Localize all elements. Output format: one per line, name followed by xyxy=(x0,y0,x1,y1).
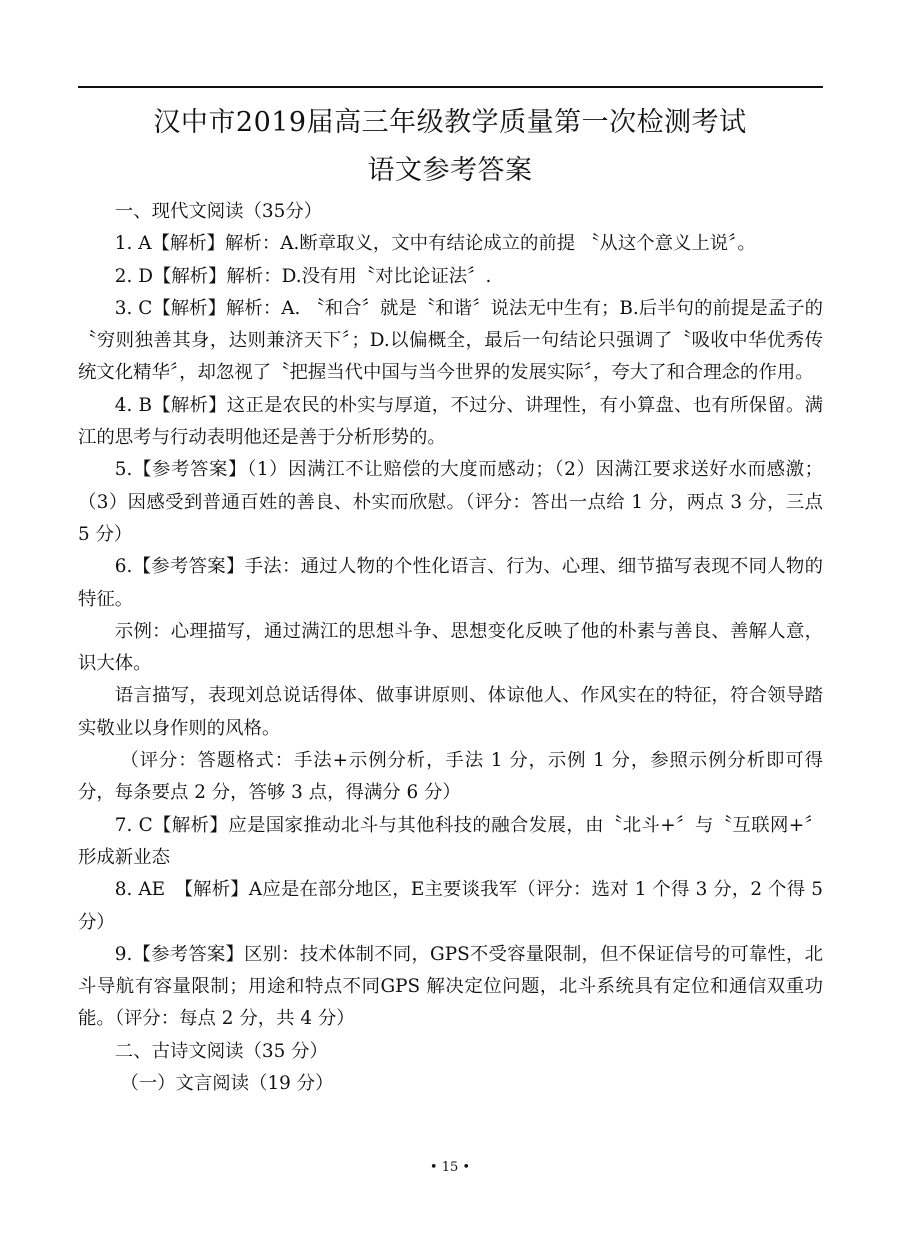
answer-q5: 5.【参考答案】（1）因满江不让赔偿的大度而感动；（2）因满江要求送好水而感激；（3）因感受到普通百姓的善良、朴实而欣慰。（评分：答出一点给 1 分，两点 3 分，三点 5 分） xyxy=(78,459,823,545)
answer-q6-scoring: （评分：答题格式：手法+示例分析，手法 1 分，示例 1 分，参照示例分析即可得分，每条要点 2 分，答够 3 点，得满分 6 分） xyxy=(78,750,823,804)
answer-q6-language: 语言描写，表现刘总说话得体、做事讲原则、体谅他人、作风实在的特征，符合领导踏实敬业以身作则的风格。 xyxy=(78,685,823,739)
answer-q9: 9.【参考答案】区别：技术体制不同，GPS不受容量限制，但不保证信号的可靠性，北斗导航有容量限制；用途和特点不同GPS 解决定位问题，北斗系统具有定位和通信双重功能。（评分：每点 2 分，共 4 分） xyxy=(78,943,823,1030)
answer-q4: 4. B【解析】这正是农民的朴实与厚道，不过分、讲理性，有小算盘、也有所保留。满江的思考与行动表明他还是善于分析形势的。 xyxy=(78,394,823,449)
answer-q2: 2. D【解析】解析：D.没有用〝对比论证法〞. xyxy=(114,265,492,287)
page-title: 汉中市2019届高三年级教学质量第一次检测考试 xyxy=(153,107,747,138)
answer-q7: 7. C【解析】应是国家推动北斗与其他科技的融合发展，由〝北斗+〞与〝互联网+〞形成新业态 xyxy=(78,814,823,868)
answer-q6-example: 示例：心理描写，通过满江的思想斗争、思想变化反映了他的朴素与善良、善解人意，识大体。 xyxy=(78,620,823,675)
answer-q3: 3. C【解析】解析：A. 〝和合〞就是〝和谐〞说法无中生有；B.后半句的前提是孟子的〝穷则独善其身，达则兼济天下〞；D.以偏概全，最后一句结论只强调了〝吸收中华优秀传统文化精华〞，却忽视了〝把握当代中国与当今世界的发展实际〞，夸大了和合理念的作用。 xyxy=(78,297,823,384)
section-heading-classical-reading: 二、古诗文阅读（35 分） xyxy=(114,1040,328,1062)
page-number: • 15 • xyxy=(429,1160,471,1175)
section-heading-modern-reading: 一、现代文阅读（35分） xyxy=(114,201,323,222)
answer-q8: 8. AE 【解析】A应是在部分地区，E主要谈我军（评分：选对 1 个得 3 分，2 个得 5 分） xyxy=(78,879,823,933)
top-rule xyxy=(78,86,823,88)
page-subtitle: 语文参考答案 xyxy=(367,155,533,186)
answer-q6: 6.【参考答案】手法：通过人物的个性化语言、行为、心理、细节描写表现不同人物的特征。 xyxy=(78,556,823,610)
answer-q1: 1. A【解析】解析：A.断章取义，文中有结论成立的前提 〝从这个意义上说〞。 xyxy=(114,233,756,255)
subsection-heading-classical-prose: （一）文言阅读（19 分） xyxy=(120,1073,334,1095)
answer-body xyxy=(78,196,823,1100)
